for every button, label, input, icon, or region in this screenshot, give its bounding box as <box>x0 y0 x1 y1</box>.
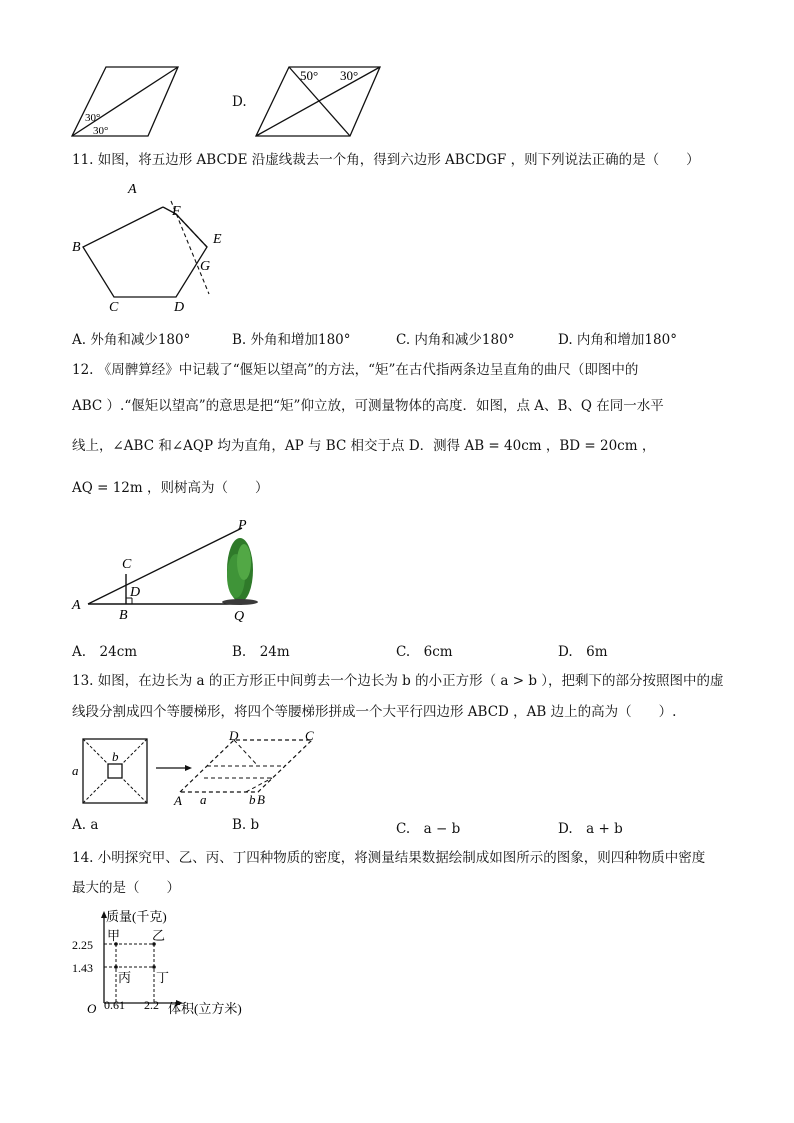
side-label: b <box>112 749 119 764</box>
point-label: 乙 <box>152 928 166 943</box>
side-label: a <box>72 763 79 778</box>
diagonal <box>72 67 178 136</box>
q11-option-b: B. 外角和增加180° <box>232 332 351 348</box>
vertex-label: E <box>213 232 222 247</box>
q13-line-2: 线段分割成四个等腰梯形，将四个等腰梯形拼成一个大平行四边形 ABCD ，AB 边上的高为（ ）. <box>72 704 677 720</box>
vertex-label: D <box>229 728 239 743</box>
x-tick-label: 0.61 <box>104 998 125 1012</box>
angle-label: 50° <box>300 68 319 83</box>
vertex-label: A <box>174 793 182 808</box>
q14-line-1: 14. 小明探究甲、乙、丙、丁四种物质的密度，将测量结果数据绘制成如图所示的图象，则四种物质中密度 <box>72 850 706 866</box>
q14-line-2: 最大的是（ ） <box>72 880 180 896</box>
point-bing <box>114 965 118 969</box>
q14-density-graph <box>66 904 266 1022</box>
angle-label: 30° <box>93 125 109 137</box>
q13-figure <box>66 728 336 810</box>
vertex-label: C <box>305 728 314 743</box>
point-label: P <box>238 518 247 533</box>
point-label: 丙 <box>118 970 132 985</box>
point-label: 甲 <box>107 928 121 943</box>
q10-figure-d <box>252 62 384 140</box>
q12-option-d: D. 6m <box>558 644 608 660</box>
q13-option-b: B. b <box>232 817 260 833</box>
q12-line-1: 12. 《周髀算经》中记载了“偃矩以望高”的方法，“矩”在古代指两条边呈直角的曲尺（即图中的 <box>72 362 639 378</box>
hexagon-solid <box>83 207 207 297</box>
vertex-label: B <box>72 240 81 255</box>
q12-line-2: ABC ）.“偃矩以望高”的意思是把“矩”仰立放，可测量物体的高度．如图，点 A、B、Q 在同一水平 <box>72 398 664 414</box>
angle-label: 30° <box>340 68 359 83</box>
point-label: C <box>122 557 132 572</box>
point-label: 丁 <box>156 970 170 985</box>
vertex-label: A <box>128 182 137 197</box>
point-label: B <box>119 608 128 623</box>
q13-option-d: D. a + b <box>558 821 623 837</box>
x-axis-label: 体积(立方米) <box>168 1001 242 1016</box>
q12-line-3: 线上，∠ABC 和∠AQP 均为直角，AP 与 BC 相交于点 D．测得 AB = 40cm ，BD = 20cm ， <box>72 438 656 454</box>
q12-option-b: B. 24m <box>232 644 290 660</box>
q13-option-a: A. a <box>72 817 99 833</box>
q12-tree-figure <box>66 512 266 624</box>
q11-option-d: D. 内角和增加180° <box>558 332 677 348</box>
q10-option-d-label: D. <box>232 94 247 110</box>
origin-label: O <box>87 1001 97 1016</box>
parallelogram-abcd <box>180 740 312 792</box>
q11-option-c: C. 内角和减少180° <box>396 332 515 348</box>
q13-line-1: 13. 如图，在边长为 a 的正方形正中间剪去一个边长为 b 的小正方形（ a > b ），把剩下的部分按照图中的虚 <box>72 673 724 689</box>
side-label: a <box>200 792 207 807</box>
angle-label: 30° <box>85 112 101 124</box>
vertex-label: G <box>200 259 211 274</box>
q11-option-a: A. 外角和减少180° <box>72 332 191 348</box>
point-ding <box>152 965 156 969</box>
sight-line-ap <box>88 528 242 604</box>
q11-pentagon-figure <box>66 176 236 316</box>
q12-line-4: AQ = 12m ，则树高为（ ） <box>72 480 269 496</box>
q13-option-c: C. a − b <box>396 821 461 837</box>
vertex-label: B <box>257 792 265 807</box>
tree-icon <box>222 538 258 605</box>
q12-option-a: A. 24cm <box>72 644 138 660</box>
vertex-label: C <box>109 300 119 315</box>
point-label: Q <box>234 609 245 624</box>
x-tick-label: 2.2 <box>144 998 159 1012</box>
side-label: b <box>249 792 256 807</box>
vertex-label: D <box>174 300 185 315</box>
point-label: A <box>72 598 81 613</box>
y-axis-label: 质量(千克) <box>106 909 167 924</box>
y-tick-label: 2.25 <box>72 938 93 952</box>
q11-text: 11. 如图，将五边形 ABCDE 沿虚线裁去一个角，得到六边形 ABCDGF ，则下列说法正确的是（ ） <box>72 152 700 168</box>
arrow-icon <box>156 765 192 771</box>
point-label: D <box>130 585 141 600</box>
y-tick-label: 1.43 <box>72 961 93 975</box>
q12-option-c: C. 6cm <box>396 644 453 660</box>
vertex-label: F <box>172 204 181 219</box>
q10-figure-c <box>66 62 181 140</box>
